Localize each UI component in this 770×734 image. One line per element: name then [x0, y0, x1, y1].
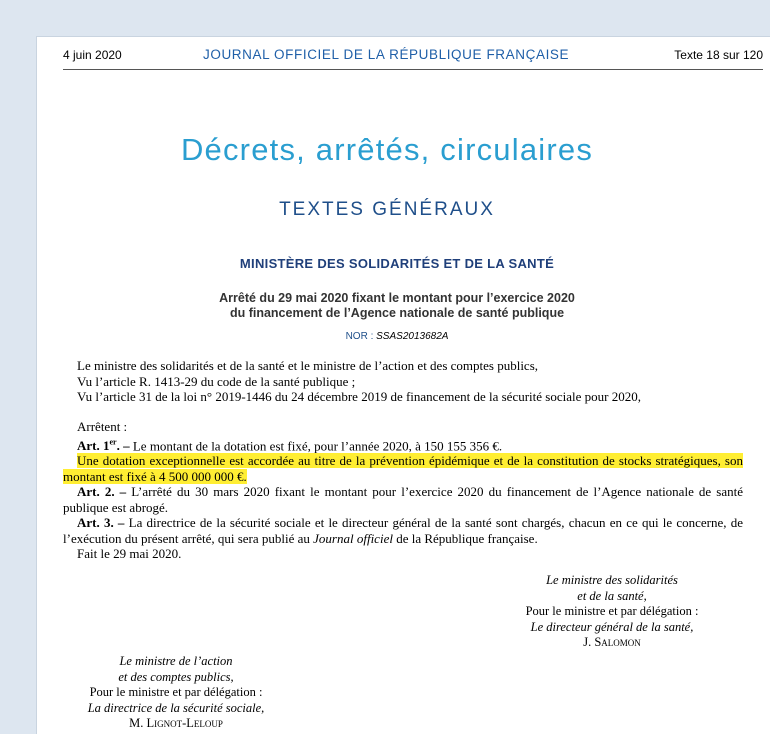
- sig-left-line1: Le ministre de l’action: [119, 654, 233, 668]
- sig-left-line3: Pour le ministre et par délégation :: [89, 685, 263, 699]
- preamble-vu-1: Vu l’article R. 1413-29 du code de la santé publique ;: [77, 373, 356, 389]
- sig-left-line4: La directrice de la sécurité sociale,: [87, 700, 265, 715]
- article-3-text-b: de la République française.: [396, 530, 538, 546]
- nor-reference: [37, 331, 757, 342]
- section-title: Décrets, arrêtés, circulaires: [180, 132, 594, 167]
- signature-right: [487, 573, 737, 651]
- publication-date: 4 juin 2020: [63, 48, 122, 62]
- signature-left: [51, 654, 301, 732]
- subsection-title: TEXTES GÉNÉRAUX: [279, 199, 495, 220]
- header-rule: [63, 69, 763, 70]
- arrete-title: [37, 291, 757, 321]
- arrete-title-line2: du financement de l’Agence nationale de santé publique: [229, 306, 565, 320]
- journal-title: JOURNAL OFFICIEL DE LA RÉPUBLIQUE FRANÇAISE: [203, 47, 570, 62]
- preamble-intro: Le ministre des solidarités et de la santé et le ministre de l’action et des comptes publics,: [77, 358, 539, 373]
- article-1-label: Art. 1er. –: [77, 437, 130, 453]
- article-2: [63, 484, 743, 515]
- article-3-label: Art. 3. –: [77, 515, 125, 531]
- article-3: [63, 515, 743, 546]
- document-page: [36, 36, 770, 734]
- sig-right-line4: Le directeur général de la santé,: [530, 619, 694, 634]
- ministry-title: MINISTÈRE DES SOLIDARITÉS ET DE LA SANTÉ: [239, 256, 555, 271]
- sig-right-line3: Pour le ministre et par délégation :: [525, 604, 699, 618]
- article-3-text-a: La directrice de la sécurité sociale et le directeur général de la santé sont chargés, chacun en ce qui le concerne, de l’exécution du présent arrêté, qui sera publié au: [63, 515, 744, 546]
- arrete-title-line1: Arrêté du 29 mai 2020 fixant le montant pour l’exercice 2020: [219, 291, 575, 305]
- nor-value: SSAS2013682A: [376, 331, 449, 342]
- preamble-vu-2: Vu l’article 31 de la loi n° 2019-1446 du 24 décembre 2019 de financement de la sécurité sociale pour 2020,: [77, 389, 641, 404]
- article-2-text: L’arrêté du 30 mars 2020 fixant le montant pour l’exercice 2020 du financement de l’Agence nationale de santé publique est abrogé.: [63, 484, 744, 515]
- article-1: [63, 435, 743, 454]
- sig-right-line2: et de la santé,: [577, 588, 647, 603]
- fait-le: Fait le 29 mai 2020.: [77, 546, 182, 562]
- article-2-label: Art. 2. –: [77, 484, 127, 500]
- article-3-italic: Journal officiel: [313, 530, 393, 546]
- highlighted-text: Une dotation exceptionnelle est accordée au titre de la prévention épidémique et de la constitution de stocks stratégiques, son montant est fixé à 4 500 000 000 €.: [63, 453, 743, 484]
- nor-label: NOR :: [345, 331, 374, 342]
- articles: [63, 419, 743, 562]
- sig-left-line2: et des comptes publics,: [118, 669, 234, 684]
- text-number: Texte 18 sur 120: [674, 48, 763, 62]
- sig-left-name: M. Lignot-Leloup: [129, 716, 223, 730]
- arretent: Arrêtent :: [77, 419, 128, 434]
- sig-right-name: J. Salomon: [583, 635, 641, 649]
- preamble: [63, 358, 743, 405]
- article-1-highlight: [63, 453, 743, 484]
- sig-right-line1: Le ministre des solidarités: [546, 573, 678, 587]
- article-1-text: Le montant de la dotation est fixé, pour l’année 2020, à 150 155 356 €.: [132, 437, 503, 453]
